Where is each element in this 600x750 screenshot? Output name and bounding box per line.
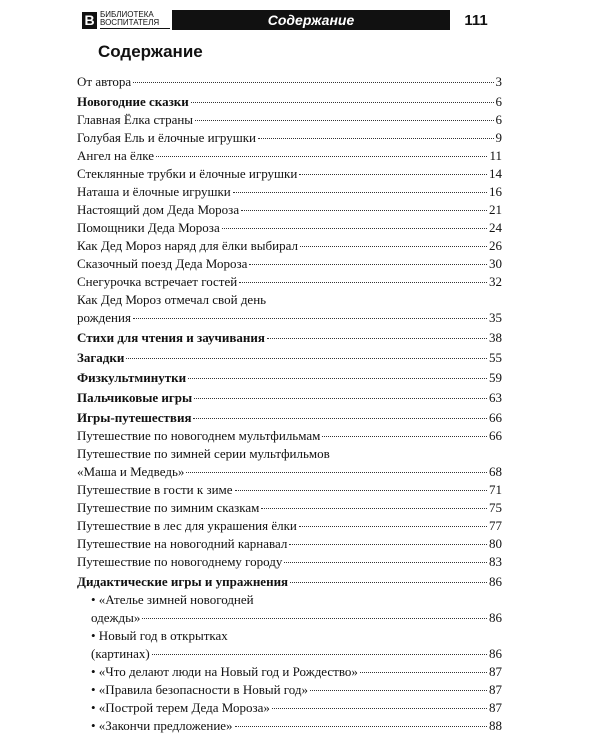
toc-entry-label: Загадки bbox=[77, 350, 125, 365]
toc-entry-page: 21 bbox=[489, 202, 502, 217]
toc-entry-label: Стеклянные трубки и ёлочные игрушки bbox=[77, 166, 298, 181]
leader-dots bbox=[241, 210, 487, 211]
toc-entry-page: 6 bbox=[495, 94, 502, 109]
toc-entry-label: Голубая Ель и ёлочные игрушки bbox=[77, 130, 257, 145]
toc-entry-page: 75 bbox=[489, 500, 502, 515]
toc-entry-label: Снегурочка встречает гостей bbox=[77, 274, 238, 289]
toc-entry-page: 87 bbox=[489, 682, 502, 697]
running-header bbox=[82, 10, 502, 30]
toc-entry-page: 38 bbox=[489, 330, 502, 345]
toc-entry-continuation bbox=[91, 609, 502, 627]
toc-entry bbox=[77, 237, 502, 255]
toc-entry-first-line bbox=[77, 291, 502, 309]
leader-dots bbox=[195, 120, 493, 121]
series-name bbox=[100, 11, 170, 29]
toc-entry-continuation bbox=[77, 463, 502, 481]
leader-dots bbox=[191, 102, 494, 103]
toc-entry-section bbox=[77, 369, 502, 387]
toc-entry-page: 59 bbox=[489, 370, 502, 385]
toc-entry-label: Настоящий дом Деда Мороза bbox=[77, 202, 240, 217]
toc-entry-label: • «Закончи предложение» bbox=[91, 718, 233, 733]
toc-entry-section bbox=[77, 93, 502, 111]
toc-entry-label: Путешествие по зимним сказкам bbox=[77, 500, 260, 515]
toc-entry bbox=[77, 499, 502, 517]
toc-entry-label: Наташа и ёлочные игрушки bbox=[77, 184, 231, 199]
leader-dots bbox=[258, 138, 493, 139]
section-title: Содержание bbox=[267, 12, 355, 28]
leader-dots bbox=[300, 246, 487, 247]
toc-entry-section bbox=[77, 349, 502, 367]
toc-entry bbox=[91, 699, 502, 717]
leader-dots bbox=[152, 654, 487, 655]
toc-entry-page: 16 bbox=[489, 184, 502, 199]
toc-entry-label: Сказочный поезд Деда Мороза bbox=[77, 256, 248, 271]
toc-entry-section bbox=[77, 329, 502, 347]
leader-dots bbox=[299, 526, 487, 527]
page-number: 111 bbox=[464, 11, 488, 29]
toc-entry-first-line bbox=[91, 591, 502, 609]
leader-dots bbox=[284, 562, 487, 563]
toc-entry-label: От автора bbox=[77, 74, 132, 89]
toc-entry-page: 24 bbox=[489, 220, 502, 235]
toc-entry-first-line bbox=[77, 445, 502, 463]
leader-dots bbox=[310, 690, 487, 691]
page-title: Содержание bbox=[98, 42, 203, 61]
toc-entry-label: • «Правила безопасности в Новый год» bbox=[91, 682, 309, 697]
toc-entry-page: 3 bbox=[495, 74, 502, 89]
toc-entry-label: • «Ателье зимней новогодней bbox=[91, 592, 254, 607]
leader-dots bbox=[261, 508, 487, 509]
toc-entry-page: 83 bbox=[489, 554, 502, 569]
toc-entry-label: Путешествие по новогоднем мультфильмам bbox=[77, 428, 321, 443]
toc-entry-page: 86 bbox=[489, 646, 502, 661]
toc-entry-first-line bbox=[91, 627, 502, 645]
toc-entry-label-cont: (картинах) bbox=[91, 646, 150, 661]
toc-entry-page: 71 bbox=[489, 482, 502, 497]
series-name-line2: ВОСПИТАТЕЛЯ bbox=[100, 18, 160, 27]
leader-dots bbox=[233, 192, 487, 193]
toc-entry-label: Физкультминутки bbox=[77, 370, 187, 385]
toc-entry-page: 80 bbox=[489, 536, 502, 551]
series-logo: В bbox=[82, 12, 97, 29]
toc-entry-label: Ангел на ёлке bbox=[77, 148, 155, 163]
toc-entry-page: 87 bbox=[489, 664, 502, 679]
toc-entry bbox=[77, 427, 502, 445]
leader-dots bbox=[222, 228, 487, 229]
leader-dots bbox=[133, 318, 487, 319]
section-title-band bbox=[172, 10, 450, 30]
toc-entry bbox=[77, 129, 502, 147]
toc-entry-page: 35 bbox=[489, 310, 502, 325]
toc-entry-continuation bbox=[77, 309, 502, 327]
toc-entry-label-cont: «Маша и Медведь» bbox=[77, 464, 185, 479]
toc-entry bbox=[91, 717, 502, 735]
toc-entry-section bbox=[77, 389, 502, 407]
toc-entry-section bbox=[77, 409, 502, 427]
toc-entry-label: Пальчиковые игры bbox=[77, 390, 193, 405]
toc-entry-label-cont: рождения bbox=[77, 310, 131, 325]
toc-entry bbox=[77, 201, 502, 219]
toc-entry-label: Помощники Деда Мороза bbox=[77, 220, 220, 235]
leader-dots bbox=[142, 618, 487, 619]
toc-entry bbox=[77, 517, 502, 535]
toc-entry-section bbox=[77, 573, 502, 591]
toc-entry bbox=[77, 481, 502, 499]
toc-entry-page: 14 bbox=[489, 166, 502, 181]
toc-entry-page: 32 bbox=[489, 274, 502, 289]
toc-entry bbox=[77, 183, 502, 201]
toc-entry bbox=[91, 663, 502, 681]
toc-entry bbox=[77, 147, 502, 165]
toc-entry bbox=[77, 273, 502, 291]
toc-entry-page: 66 bbox=[489, 410, 502, 425]
toc-entry-label: Дидактические игры и упражнения bbox=[77, 574, 289, 589]
leader-dots bbox=[235, 726, 487, 727]
toc-entry-page: 87 bbox=[489, 700, 502, 715]
leader-dots bbox=[249, 264, 487, 265]
toc-entry-page: 68 bbox=[489, 464, 502, 479]
leader-dots bbox=[360, 672, 487, 673]
leader-dots bbox=[239, 282, 487, 283]
toc-entry bbox=[77, 73, 502, 91]
leader-dots bbox=[126, 358, 487, 359]
leader-dots bbox=[299, 174, 487, 175]
leader-dots bbox=[188, 378, 487, 379]
leader-dots bbox=[322, 436, 487, 437]
series-name-line1: БИБЛИОТЕКА bbox=[100, 10, 154, 19]
toc-entry bbox=[77, 255, 502, 273]
toc-entry-label: Новогодние сказки bbox=[77, 94, 189, 109]
toc-entry-label: Путешествие на новогодний карнавал bbox=[77, 536, 288, 551]
leader-dots bbox=[156, 156, 487, 157]
toc-entry bbox=[91, 681, 502, 699]
toc-entry-label-cont: одежды» bbox=[91, 610, 141, 625]
toc-entry-label: Стихи для чтения и заучивания bbox=[77, 330, 265, 345]
toc-entry-continuation bbox=[91, 645, 502, 663]
toc-entry-page: 77 bbox=[489, 518, 502, 533]
toc-entry bbox=[77, 535, 502, 553]
toc-entry-label: Путешествие в гости к зиме bbox=[77, 482, 233, 497]
toc-entry-page: 9 bbox=[495, 130, 502, 145]
toc-entry-page: 6 bbox=[495, 112, 502, 127]
toc-entry-label: Как Дед Мороз наряд для ёлки выбирал bbox=[77, 238, 298, 253]
toc-entry-label: • Новый год в открытках bbox=[91, 628, 228, 643]
toc-entry-label: Путешествие по новогоднему городу bbox=[77, 554, 283, 569]
table-of-contents bbox=[77, 73, 502, 735]
toc-entry bbox=[77, 111, 502, 129]
leader-dots bbox=[267, 338, 487, 339]
toc-entry bbox=[77, 165, 502, 183]
toc-entry-page: 11 bbox=[489, 148, 502, 163]
toc-entry-page: 55 bbox=[489, 350, 502, 365]
toc-entry-page: 26 bbox=[489, 238, 502, 253]
toc-entry-page: 88 bbox=[489, 718, 502, 733]
toc-entry-page: 86 bbox=[489, 574, 502, 589]
toc-entry-page: 63 bbox=[489, 390, 502, 405]
toc-entry-label: • «Что делают люди на Новый год и Рождество» bbox=[91, 664, 358, 679]
leader-dots bbox=[290, 582, 487, 583]
leader-dots bbox=[186, 472, 487, 473]
bulleted-subentries bbox=[77, 591, 502, 735]
toc-entry-page: 86 bbox=[489, 610, 502, 625]
toc-entry-label: • «Построй терем Деда Мороза» bbox=[91, 700, 270, 715]
toc-entry-label: Путешествие в лес для украшения ёлки bbox=[77, 518, 297, 533]
leader-dots bbox=[289, 544, 487, 545]
toc-entry bbox=[77, 219, 502, 237]
toc-entry-page: 30 bbox=[489, 256, 502, 271]
toc-entry-label: Главная Ёлка страны bbox=[77, 112, 194, 127]
leader-dots bbox=[194, 398, 487, 399]
leader-dots bbox=[133, 82, 493, 83]
toc-entry-label: Как Дед Мороз отмечал свой день bbox=[77, 292, 267, 307]
leader-dots bbox=[193, 418, 487, 419]
toc-entry-label: Путешествие по зимней серии мультфильмов bbox=[77, 446, 330, 461]
toc-entry-label: Игры-путешествия bbox=[77, 410, 192, 425]
toc-entry bbox=[77, 553, 502, 571]
leader-dots bbox=[235, 490, 487, 491]
leader-dots bbox=[272, 708, 487, 709]
toc-entry-page: 66 bbox=[489, 428, 502, 443]
